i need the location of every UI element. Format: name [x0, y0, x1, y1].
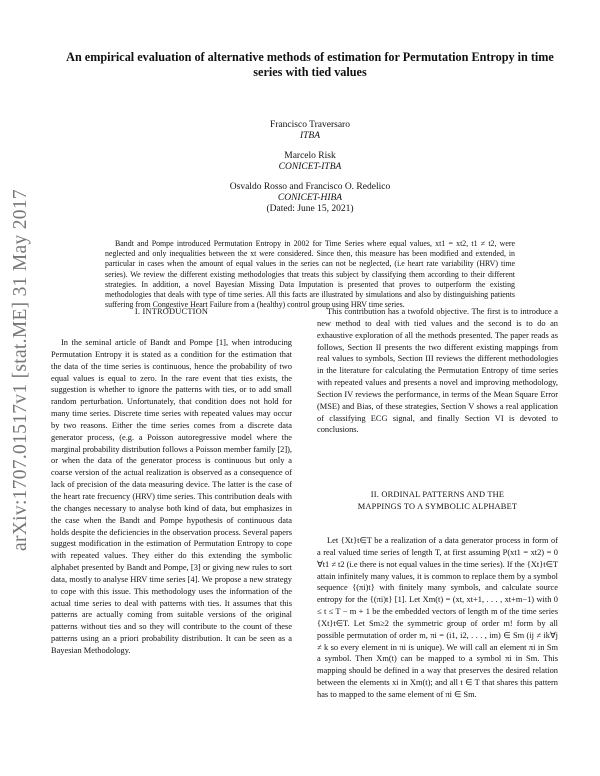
- author-name: Francisco Traversaro: [270, 120, 350, 130]
- author-name: Marcelo Risk: [284, 151, 336, 161]
- author-affiliation: CONICET-ITBA: [278, 162, 342, 172]
- author-block-2: [60, 151, 560, 173]
- section-heading: I. INTRODUCTION: [134, 307, 209, 316]
- paper-title: An empirical evaluation of alternative methods of estimation for Permutation Entropy in time series with tied values: [66, 50, 554, 79]
- section-1-heading: [51, 306, 292, 318]
- author-affiliation: CONICET-HIBA: [277, 193, 343, 203]
- date-line: (Dated: June 15, 2021): [266, 204, 354, 214]
- section-2-heading: [317, 489, 558, 513]
- right-column-intro: [317, 306, 558, 436]
- arxiv-stamp: [6, 170, 36, 570]
- ordinal-patterns-paragraph: Let {Xt}t∈T be a realization of a data generator process in form of a real valued time series of length T, at first assuming P(xt1 = xt2) = 0 ∀t1 ≠ t2 (i.e there is not equal values in the time series). If the {Xt}t∈T attain infinitely many values, it is common to replace them by a symbol sequence {(πi)t} with finitely many symbols, and calculate source entropy for the {(πi)t} [1]. Let Xm(t) = (xt, xt+1, . . . , xt+m−1) with 0 ≤ t ≤ T − m + 1 be the embedded vectors of length m of the time series {Xt}t∈T. Let Sm≥2 the symmetric group of order m! form by all possible permutation of order m, πi = (i1, i2, . . . , im) ∈ Sm (ij ≠ ik∀j ≠ k so every element in πi is unique). We will call an element πi in Sm a symbol. Then Xm(t) can be mapped to a symbol πi in Sm. This mapping should be defined in a way that preserves the desired relation between the elements xi in Xm(t); and all t ∈ T that shares this pattern has to mapped to the same element of πi ∈ Sm.: [317, 536, 558, 699]
- section-heading-line-1: II. ORDINAL PATTERNS AND THE: [370, 490, 505, 499]
- right-column-section-2: [317, 535, 558, 701]
- arxiv-stamp-text: arXiv:1707.01517v1 [stat.ME] 31 May 2017: [10, 189, 31, 551]
- abstract-text: Bandt and Pompe introduced Permutation Entropy in 2002 for Time Series where equal values, xt1 = xt2, t1 ≠ t2, were neglected and only inequalities between the xt were considered. Since then, this measure has been modified and extended, in particular in cases when the amount of equal values in the series can not be neglected, (i.e heart rate variability (HRV) time series). We review the different existing methodologies that treats this subject by classifying them according to their different strategies. In addition, a novel Bayesian Missing Data Imputation is presented that proves to outperform the existing methodologies that deals with type of time series. All this facts are illustrated by simulations and also by distinguishing patients suffering from Congestive Heart Failure from a (healthy) control group using HRV time series.: [105, 239, 515, 310]
- author-name: Osvaldo Rosso and Francisco O. Redelico: [229, 182, 391, 192]
- intro-paragraph: In the seminal article of Bandt and Pompe [1], when introducing Permutation Entropy it is stated as a condition for the estimation that the data of the time series is continuous, hence the probability of two equal values is equal to zero. In the rare event that ties exists, the suggestion is whether to ignore the patterns with ties, or to add small random perturbation. Unfortunately, that condition does not hold for many time series. Discrete time series with repeated values may occur by two reasons. Either the time series comes from a discrete data generator process, (e.g. a Poisson autoregressive model where the marginal probability distribution follows a Poisson member family [2]), or when the data of the generator process is continuous but only a coarse version of the actual realization is observed as a consequence of lack of precision of the data measuring device. The latter is the case of the heart rate frecuency (HRV) time series. This contribution deals with the changes necessary to analyse both kind of data, but emphasizes in the case when the Bandt and Pompe hypothesis of continuous data holds despite the deficiencies in the observation process. Several papers suggest modification in the estimation of Permutation Entropy to cope with repeated values. They either do this extending the symbolic alphabet presented by Bandt and Pompe, [3] or giving new rules to sort data, mostly to analyse HRV time series [4]. We propose a new strategy to cope with this issue. This methodology uses the information of the actual time series to deal with patterns with ties. It assumes that this patterns are actually coming from suitable versions of the original patterns without ties and so they will contribute to the count of these patterns using an a priori probability distribution. It can be seen as a Bayesian Methodology.: [51, 338, 292, 655]
- section-heading-line-2: MAPPINGS TO A SYMBOLIC ALPHABET: [357, 501, 518, 511]
- author-affiliation: ITBA: [299, 131, 321, 141]
- left-column: [51, 337, 292, 657]
- author-block-1: [60, 120, 560, 142]
- author-block-3: [60, 182, 560, 215]
- abstract: [105, 239, 515, 310]
- objective-paragraph: This contribution has a twofold objective. The first is to introduce a new method to deal with tied values and the second is to do an exhaustive exploration of all the methods presented. The paper reads as follows, Section II presents the two different existing mappings from real values to symbols, Section III reviews the different methodologies in the literature for calculating the Permutation Entropy of time series with repeated values and presents a novel and improving methodology, Section IV reviews the performance, in terms of the Mean Square Error (MSE) and Bias, of these strategies, Section V shows a real application of classifying ECG signal, and finally Section VI is devoted to conclusions.: [317, 307, 558, 435]
